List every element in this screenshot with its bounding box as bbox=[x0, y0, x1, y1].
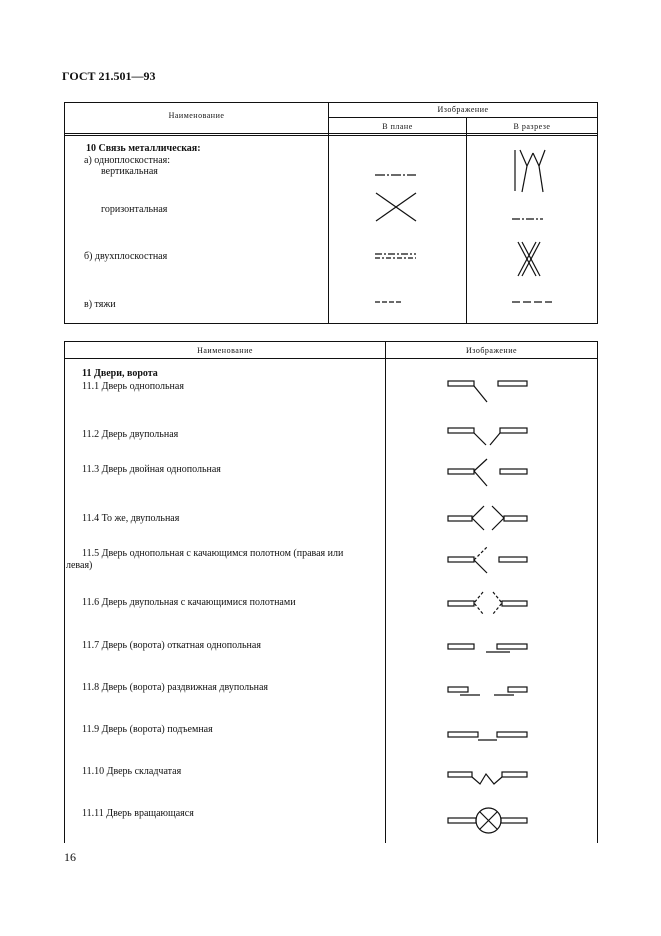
section-11-title: 11 Двери, ворота bbox=[82, 368, 158, 379]
row-11-5-cont: левая) bbox=[66, 560, 93, 571]
table2-header-image: Изображение bbox=[465, 346, 518, 355]
row-double-plane: б) двухплоскостная bbox=[84, 251, 168, 262]
row-11-3: 11.3 Дверь двойная однопольная bbox=[82, 464, 221, 475]
row-11-11: 11.11 Дверь вращающаяся bbox=[82, 808, 194, 819]
row-horizontal: горизонтальная bbox=[101, 204, 168, 215]
table2-header-name: Наименование bbox=[197, 346, 253, 355]
row-11-10: 11.10 Дверь складчатая bbox=[82, 766, 182, 777]
row-11-1: 11.1 Дверь однопольная bbox=[82, 381, 184, 392]
table1-header-in-section: В разрезе bbox=[513, 122, 551, 131]
row-11-9: 11.9 Дверь (ворота) подъемная bbox=[82, 724, 213, 735]
row-vertical: вертикальная bbox=[101, 166, 158, 177]
row-11-8: 11.8 Дверь (ворота) раздвижная двупольная bbox=[82, 682, 269, 693]
document-code: ГОСТ 21.501—93 bbox=[62, 69, 156, 83]
row-tie-rods: в) тяжи bbox=[84, 299, 116, 310]
section-10-title: 10 Связь металлическая: bbox=[86, 143, 201, 154]
table1-header-in-plan: В плане bbox=[382, 122, 413, 131]
row-11-7: 11.7 Дверь (ворота) откатная однопольная bbox=[82, 640, 261, 651]
row-11-5: 11.5 Дверь однопольная с качающимся полотном (правая или bbox=[82, 548, 344, 559]
row-11-2: 11.2 Дверь двупольная bbox=[82, 429, 179, 440]
row-11-4: 11.4 То же, двупольная bbox=[82, 513, 180, 524]
page-number: 16 bbox=[64, 850, 76, 864]
table1-header-name: Наименование bbox=[168, 111, 225, 120]
row-11-6: 11.6 Дверь двупольная с качающимися полотнами bbox=[82, 597, 296, 608]
table1-header-image: Изображение bbox=[437, 105, 489, 114]
row-single-plane: а) одноплоскостная: bbox=[84, 155, 171, 166]
